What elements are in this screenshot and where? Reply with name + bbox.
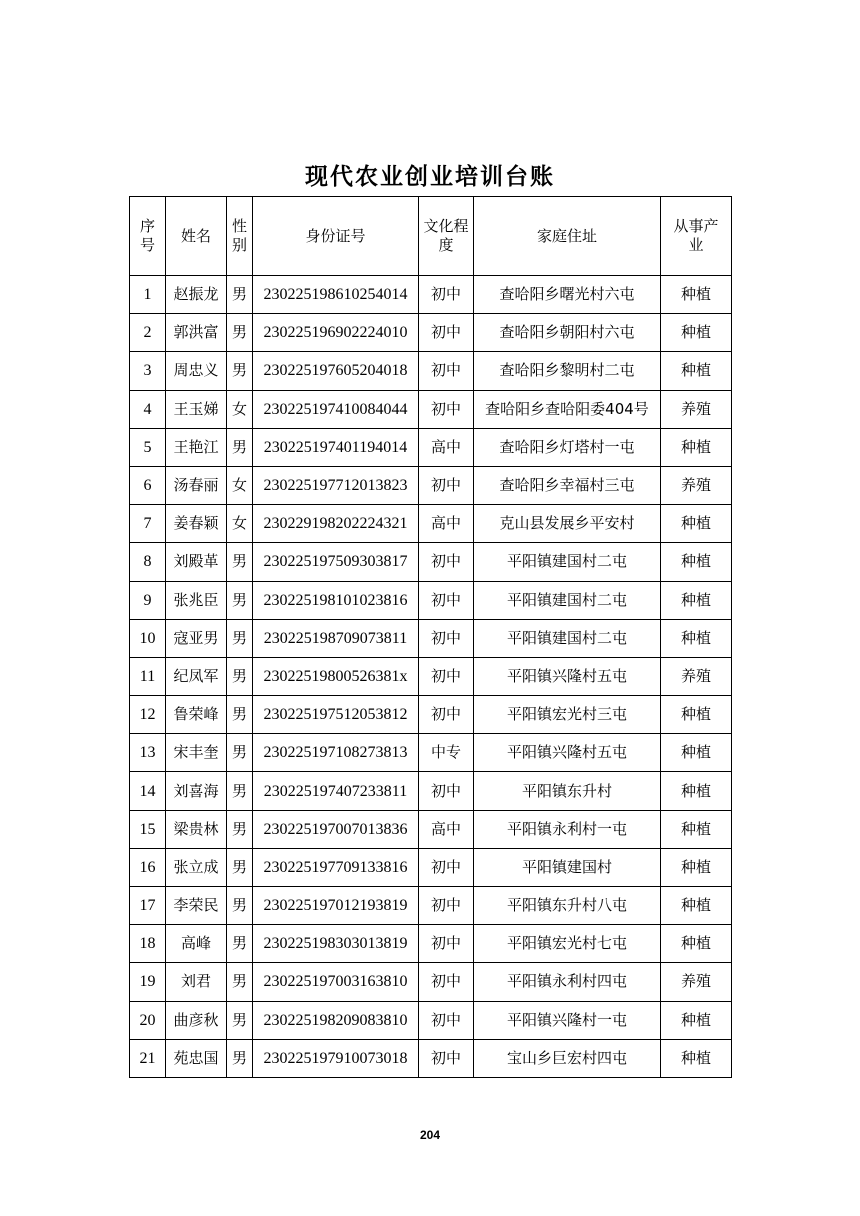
cell-gender: 男 <box>227 657 253 695</box>
cell-education: 初中 <box>419 657 474 695</box>
cell-address: 查哈阳乡查哈阳委404号 <box>474 390 661 428</box>
cell-address: 平阳镇永利村四屯 <box>474 963 661 1001</box>
training-ledger-table <box>129 196 732 1078</box>
header-address: 家庭住址 <box>474 197 661 276</box>
cell-id-number: 230225197709133816 <box>253 848 419 886</box>
cell-industry: 种植 <box>661 276 732 314</box>
cell-address: 查哈阳乡灯塔村一屯 <box>474 428 661 466</box>
cell-address: 查哈阳乡朝阳村六屯 <box>474 314 661 352</box>
cell-address: 平阳镇东升村八屯 <box>474 887 661 925</box>
cell-seq: 17 <box>130 887 166 925</box>
cell-id-number: 230225198709073811 <box>253 619 419 657</box>
cell-education: 初中 <box>419 543 474 581</box>
cell-gender: 男 <box>227 1001 253 1039</box>
cell-id-number: 230225197410084044 <box>253 390 419 428</box>
cell-gender: 男 <box>227 734 253 772</box>
cell-industry: 种植 <box>661 772 732 810</box>
cell-id-number: 230225197401194014 <box>253 428 419 466</box>
cell-seq: 16 <box>130 848 166 886</box>
cell-address: 平阳镇宏光村七屯 <box>474 925 661 963</box>
cell-gender: 男 <box>227 925 253 963</box>
table-row <box>130 314 732 352</box>
cell-education: 初中 <box>419 848 474 886</box>
cell-address: 平阳镇兴隆村五屯 <box>474 734 661 772</box>
cell-address: 平阳镇兴隆村五屯 <box>474 657 661 695</box>
cell-name: 周忠义 <box>166 352 227 390</box>
cell-seq: 10 <box>130 619 166 657</box>
cell-name: 曲彦秋 <box>166 1001 227 1039</box>
cell-name: 张兆臣 <box>166 581 227 619</box>
table-row <box>130 581 732 619</box>
cell-id-number: 230225198101023816 <box>253 581 419 619</box>
cell-education: 初中 <box>419 466 474 504</box>
cell-industry: 种植 <box>661 810 732 848</box>
cell-id-number: 230225196902224010 <box>253 314 419 352</box>
cell-gender: 男 <box>227 810 253 848</box>
cell-industry: 种植 <box>661 887 732 925</box>
cell-gender: 男 <box>227 314 253 352</box>
cell-education: 中专 <box>419 734 474 772</box>
header-education: 文化程度 <box>419 197 474 276</box>
cell-name: 郭洪富 <box>166 314 227 352</box>
cell-education: 高中 <box>419 810 474 848</box>
table-row <box>130 505 732 543</box>
cell-name: 苑忠国 <box>166 1039 227 1077</box>
cell-name: 刘喜海 <box>166 772 227 810</box>
cell-education: 初中 <box>419 314 474 352</box>
cell-seq: 18 <box>130 925 166 963</box>
cell-id-number: 230225197605204018 <box>253 352 419 390</box>
cell-education: 初中 <box>419 963 474 1001</box>
cell-address: 平阳镇建国村二屯 <box>474 619 661 657</box>
cell-education: 初中 <box>419 925 474 963</box>
cell-industry: 种植 <box>661 619 732 657</box>
cell-id-number: 230225197003163810 <box>253 963 419 1001</box>
cell-industry: 种植 <box>661 581 732 619</box>
cell-industry: 种植 <box>661 314 732 352</box>
cell-education: 初中 <box>419 352 474 390</box>
table-row <box>130 428 732 466</box>
cell-seq: 13 <box>130 734 166 772</box>
cell-address: 平阳镇永利村一屯 <box>474 810 661 848</box>
table-row <box>130 543 732 581</box>
cell-id-number: 230225197108273813 <box>253 734 419 772</box>
cell-address: 查哈阳乡幸福村三屯 <box>474 466 661 504</box>
cell-gender: 女 <box>227 390 253 428</box>
table-row <box>130 1001 732 1039</box>
cell-seq: 14 <box>130 772 166 810</box>
cell-address: 平阳镇宏光村三屯 <box>474 696 661 734</box>
cell-id-number: 2302251980052638​1x <box>253 657 419 695</box>
cell-industry: 养殖 <box>661 963 732 1001</box>
cell-industry: 种植 <box>661 925 732 963</box>
table-row <box>130 810 732 848</box>
cell-gender: 女 <box>227 505 253 543</box>
document-title: 现代农业创业培训台账 <box>305 164 555 190</box>
cell-education: 高中 <box>419 505 474 543</box>
cell-id-number: 230225197509303817 <box>253 543 419 581</box>
cell-id-number: 230225197512053812 <box>253 696 419 734</box>
cell-industry: 养殖 <box>661 466 732 504</box>
cell-seq: 11 <box>130 657 166 695</box>
table-header-row <box>130 197 732 276</box>
cell-industry: 种植 <box>661 696 732 734</box>
table-row <box>130 887 732 925</box>
cell-seq: 1 <box>130 276 166 314</box>
cell-name: 高峰 <box>166 925 227 963</box>
table-row <box>130 352 732 390</box>
cell-education: 初中 <box>419 581 474 619</box>
cell-education: 初中 <box>419 1001 474 1039</box>
cell-seq: 5 <box>130 428 166 466</box>
cell-industry: 种植 <box>661 505 732 543</box>
cell-name: 姜春颖 <box>166 505 227 543</box>
table-row <box>130 963 732 1001</box>
cell-id-number: 230225197007013836 <box>253 810 419 848</box>
cell-industry: 养殖 <box>661 390 732 428</box>
table-row <box>130 466 732 504</box>
cell-seq: 20 <box>130 1001 166 1039</box>
cell-seq: 7 <box>130 505 166 543</box>
cell-gender: 男 <box>227 352 253 390</box>
cell-id-number: 230225197712013823 <box>253 466 419 504</box>
cell-seq: 9 <box>130 581 166 619</box>
cell-name: 王艳江 <box>166 428 227 466</box>
cell-seq: 8 <box>130 543 166 581</box>
cell-name: 宋丰奎 <box>166 734 227 772</box>
table-row <box>130 657 732 695</box>
cell-seq: 6 <box>130 466 166 504</box>
cell-seq: 15 <box>130 810 166 848</box>
cell-id-number: 230225197407233811 <box>253 772 419 810</box>
cell-gender: 男 <box>227 1039 253 1077</box>
cell-name: 赵振龙 <box>166 276 227 314</box>
cell-address: 查哈阳乡黎明村二屯 <box>474 352 661 390</box>
cell-seq: 12 <box>130 696 166 734</box>
cell-name: 李荣民 <box>166 887 227 925</box>
cell-gender: 男 <box>227 772 253 810</box>
cell-address: 平阳镇兴隆村一屯 <box>474 1001 661 1039</box>
cell-id-number: 230225198209083810 <box>253 1001 419 1039</box>
cell-gender: 男 <box>227 581 253 619</box>
cell-gender: 男 <box>227 276 253 314</box>
cell-seq: 3 <box>130 352 166 390</box>
cell-industry: 种植 <box>661 734 732 772</box>
cell-industry: 种植 <box>661 1039 732 1077</box>
cell-industry: 种植 <box>661 543 732 581</box>
cell-gender: 男 <box>227 848 253 886</box>
cell-name: 张立成 <box>166 848 227 886</box>
header-seq: 序号 <box>130 197 166 276</box>
cell-gender: 女 <box>227 466 253 504</box>
cell-gender: 男 <box>227 619 253 657</box>
cell-address: 查哈阳乡曙光村六屯 <box>474 276 661 314</box>
cell-name: 刘君 <box>166 963 227 1001</box>
cell-name: 刘殿革 <box>166 543 227 581</box>
cell-gender: 男 <box>227 963 253 1001</box>
header-name: 姓名 <box>166 197 227 276</box>
cell-id-number: 230225198610254014 <box>253 276 419 314</box>
table-row <box>130 390 732 428</box>
header-id: 身份证号 <box>253 197 419 276</box>
cell-name: 梁贵林 <box>166 810 227 848</box>
cell-address: 克山县发展乡平安村 <box>474 505 661 543</box>
cell-education: 高中 <box>419 428 474 466</box>
cell-address: 平阳镇建国村二屯 <box>474 581 661 619</box>
cell-education: 初中 <box>419 390 474 428</box>
table-row <box>130 619 732 657</box>
cell-name: 寇亚男 <box>166 619 227 657</box>
cell-id-number: 230225197012193819 <box>253 887 419 925</box>
table-row <box>130 772 732 810</box>
table-row <box>130 276 732 314</box>
cell-name: 纪凤军 <box>166 657 227 695</box>
cell-gender: 男 <box>227 543 253 581</box>
cell-seq: 4 <box>130 390 166 428</box>
cell-name: 汤春丽 <box>166 466 227 504</box>
cell-education: 初中 <box>419 772 474 810</box>
cell-address: 平阳镇建国村 <box>474 848 661 886</box>
header-industry: 从事产业 <box>661 197 732 276</box>
cell-gender: 男 <box>227 887 253 925</box>
table-body <box>130 276 732 1078</box>
cell-education: 初中 <box>419 696 474 734</box>
table-row <box>130 925 732 963</box>
cell-industry: 种植 <box>661 848 732 886</box>
cell-industry: 种植 <box>661 428 732 466</box>
cell-gender: 男 <box>227 428 253 466</box>
cell-education: 初中 <box>419 1039 474 1077</box>
cell-industry: 种植 <box>661 352 732 390</box>
table-row <box>130 848 732 886</box>
cell-address: 平阳镇东升村 <box>474 772 661 810</box>
table-row <box>130 1039 732 1077</box>
cell-address: 宝山乡巨宏村四屯 <box>474 1039 661 1077</box>
cell-education: 初中 <box>419 619 474 657</box>
cell-education: 初中 <box>419 887 474 925</box>
cell-gender: 男 <box>227 696 253 734</box>
header-gender: 性别 <box>227 197 253 276</box>
table-row <box>130 734 732 772</box>
cell-seq: 2 <box>130 314 166 352</box>
cell-education: 初中 <box>419 276 474 314</box>
cell-address: 平阳镇建国村二屯 <box>474 543 661 581</box>
cell-industry: 养殖 <box>661 657 732 695</box>
cell-id-number: 230229198202224321 <box>253 505 419 543</box>
cell-name: 王玉娣 <box>166 390 227 428</box>
cell-seq: 21 <box>130 1039 166 1077</box>
table-row <box>130 696 732 734</box>
cell-name: 鲁荣峰 <box>166 696 227 734</box>
cell-id-number: 230225198303013819 <box>253 925 419 963</box>
page-number: 204 <box>419 1128 441 1142</box>
cell-id-number: 230225197910073018 <box>253 1039 419 1077</box>
cell-industry: 种植 <box>661 1001 732 1039</box>
cell-seq: 19 <box>130 963 166 1001</box>
